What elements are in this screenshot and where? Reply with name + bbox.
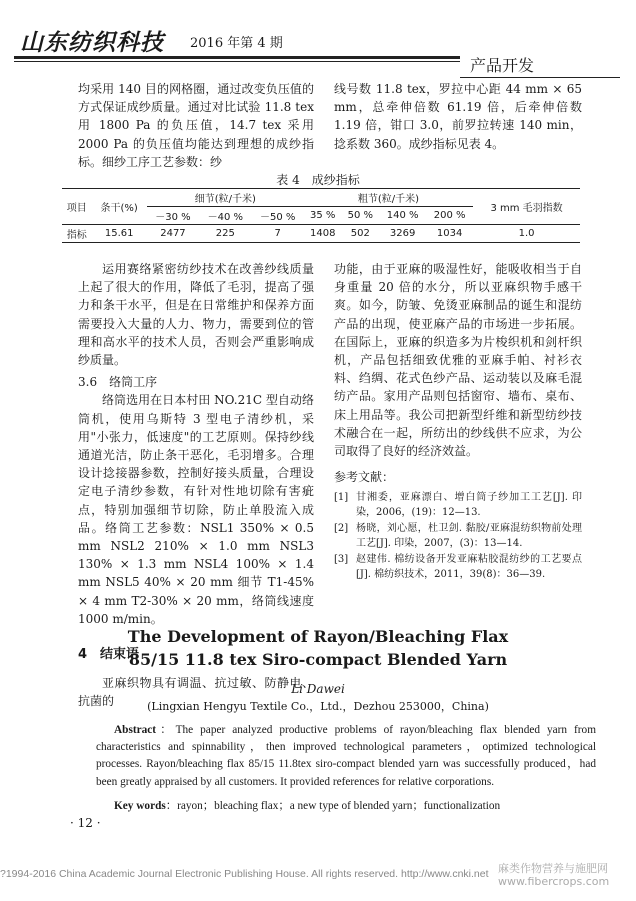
col-header-hairiness: 3 mm 毛羽指数 (490, 203, 563, 214)
section-title: 产品开发 (470, 56, 535, 75)
table-cell: 7 (274, 228, 281, 239)
abstract-label: Abstract (114, 724, 157, 736)
subheader: 200 % (433, 210, 466, 221)
table-row (62, 225, 580, 243)
table-cell: 3269 (389, 228, 416, 239)
table-cell: 502 (350, 228, 370, 239)
reference-item: [2] 杨晓，刘心愿，杜卫剑. 黏胶/亚麻混纺织物前处理工艺[J]. 印染，2007，(3)：13—14. (334, 523, 582, 550)
table-cell: 2477 (160, 228, 186, 239)
reference-item: [1] 甘湘委，亚麻漂白、增白筒子纱加工工艺[J]. 印染，2006，(19)：12—13. (334, 492, 582, 519)
references-heading: 参考文献： (334, 470, 395, 485)
subheader: －40 % (207, 212, 244, 223)
table-cell: 15.61 (104, 228, 134, 239)
section-heading-4: 4 结束语 (78, 647, 140, 663)
col-header-thin: 细节(粒/千米) (147, 189, 304, 207)
top-right-paragraph: 线号数 11.8 tex，罗拉中心距 44 mm × 65 mm，总牵伸倍数 61.19 倍，后牵伸倍数 1.19 倍，钳口 3.0，前罗拉转速 140 min，捻系数 360。成纱指标见表 4。 (334, 82, 582, 151)
reference-item: [3] 赵建伟. 棉纺设备开发亚麻粘胶混纺纱的工艺要点[J]. 棉纺织技术，2011，39(8)：36—39. (334, 554, 582, 581)
watermark-line1: 麻类作物营养与施肥网 (498, 862, 608, 875)
subheader: 35 % (310, 210, 336, 221)
table-cell: 225 (215, 228, 235, 239)
paragraph: 络筒选用在日本村田 NO.21C 型自动络筒机，使用乌斯特 3 型电子清纱机，采用"小张力，低速度"的工艺原则。保持纱线通道光洁，防止条干恶化，毛羽增多。合理设计捻接器参数，控制好接头质量，合理设定电子清纱参数，有针对性地切除有害疵点，特别加强细节切除，防止单股流入成品。络筒工艺参数：NSL1 350% × 0.5 mm NSL2 210% × 1.0 mm NSL3 130% × 1.3 mm NSL4 100% × 1.4 mm NSL5 40% × 20 mm 细节 T1-45% × 4 mm T2-30% × 20 mm，络筒线速度 1000 m/min。 (78, 393, 314, 626)
paragraph: 运用赛络紧密纺纱技术在改善纱线质量上起了很大的作用，降低了毛羽，提高了强力和条干水平，但是在日常维护和保养方面需要投入大量的人力、物力，需要到位的管理和高水平的技术人员，否则会严重影响成纱质量。 (78, 262, 314, 368)
reference-list (334, 490, 582, 582)
top-left-paragraph: 均采用 140 目的网格圈，通过改变负压值的方式保证成纱质量。通过对比试验 11.8 tex 用 1800 Pa 的负压值，14.7 tex 采用 2000 Pa 的负压值均能达到理想的成纱指标。细纱工序工艺参数：纱 (78, 82, 314, 169)
row-label: 指标 (66, 230, 87, 241)
watermark-line2: www.fibercrops.com (498, 875, 610, 888)
abstract-text: ：The paper analyzed productive problems of rayon/bleaching flax blended yarn from characteristics and spinnability，then improved technological parameters，optimized technological processes. Rayon/bleaching flax 85/15 11.8tex siro-compact blended yarn was successfully produced，had been greatly appraised by all customers. It provided references for relative corporations. (96, 724, 596, 788)
watermark (498, 862, 609, 888)
issue-label: 2016 年第 4 期 (190, 36, 283, 51)
english-author: Li Dawei (291, 682, 345, 696)
subheader: 50 % (347, 210, 374, 221)
english-title-line1: The Development of Rayon/Bleaching Flax (127, 627, 509, 646)
table-title: 表 4 成纱指标 (276, 173, 360, 187)
yarn-index-table (62, 188, 580, 243)
english-affiliation: (Lingxian Hengyu Textile Co.，Ltd.，Dezhou 253000，China) (147, 700, 489, 713)
section-rule (460, 77, 620, 78)
subheader: －30 % (155, 212, 191, 223)
header-rule-thin (14, 61, 460, 62)
right-column (334, 260, 582, 583)
subheader: －50 % (260, 212, 296, 223)
subheader: 140 % (386, 210, 419, 221)
english-keywords (96, 797, 596, 813)
table-cell: 1408 (309, 228, 336, 239)
copyright-footer: ?1994-2016 China Academic Journal Electronic Publishing House. All rights reserved. http://www.cnki.net (0, 868, 489, 880)
table-cell: 1034 (436, 228, 463, 239)
journal-logo: 山东纺织科技 (20, 29, 164, 56)
col-header-item: 项目 (66, 203, 87, 214)
keywords-label: Key words (114, 800, 166, 812)
english-abstract (96, 722, 596, 791)
col-header-cv: 条干(%) (100, 203, 138, 214)
table-cell: 1.0 (518, 228, 535, 239)
section-heading-3-6: 3.6 络筒工序 (78, 375, 158, 390)
keywords-text: ：rayon；bleaching flax；a new type of blended yarn；functionalization (165, 800, 501, 812)
paragraph: 亚麻织物具有调温、抗过敏、防静电、抗菌的 (78, 676, 314, 709)
page-number: · 12 · (70, 816, 101, 830)
english-title-line2: 85/15 11.8 tex Siro-compact Blended Yarn (128, 650, 508, 669)
paragraph: 功能，由于亚麻的吸湿性好，能吸收相当于自身重量 20 倍的水分，所以亚麻织物手感干爽。如今，防皱、免烫亚麻制品的诞生和混纺产品的出现，使亚麻产品的市场进一步拓展。在国际上，亚麻的织造多为片梭织机和剑杆织机，产品包括细致优雅的亚麻手帕、衬衫衣料、绉绸、花式色纱产品、运动装以及麻毛混纺产品。家用产品则包括窗帘、墙布、桌布、床上用品等。我公司把新型纤维和新型纺纱技术融合在一起，所纺出的纱线供不应求，为公司取得了良好的经济效益。 (334, 262, 582, 459)
col-header-thick: 粗节(粒/千米) (304, 189, 473, 207)
header-rule-thick (14, 56, 460, 59)
